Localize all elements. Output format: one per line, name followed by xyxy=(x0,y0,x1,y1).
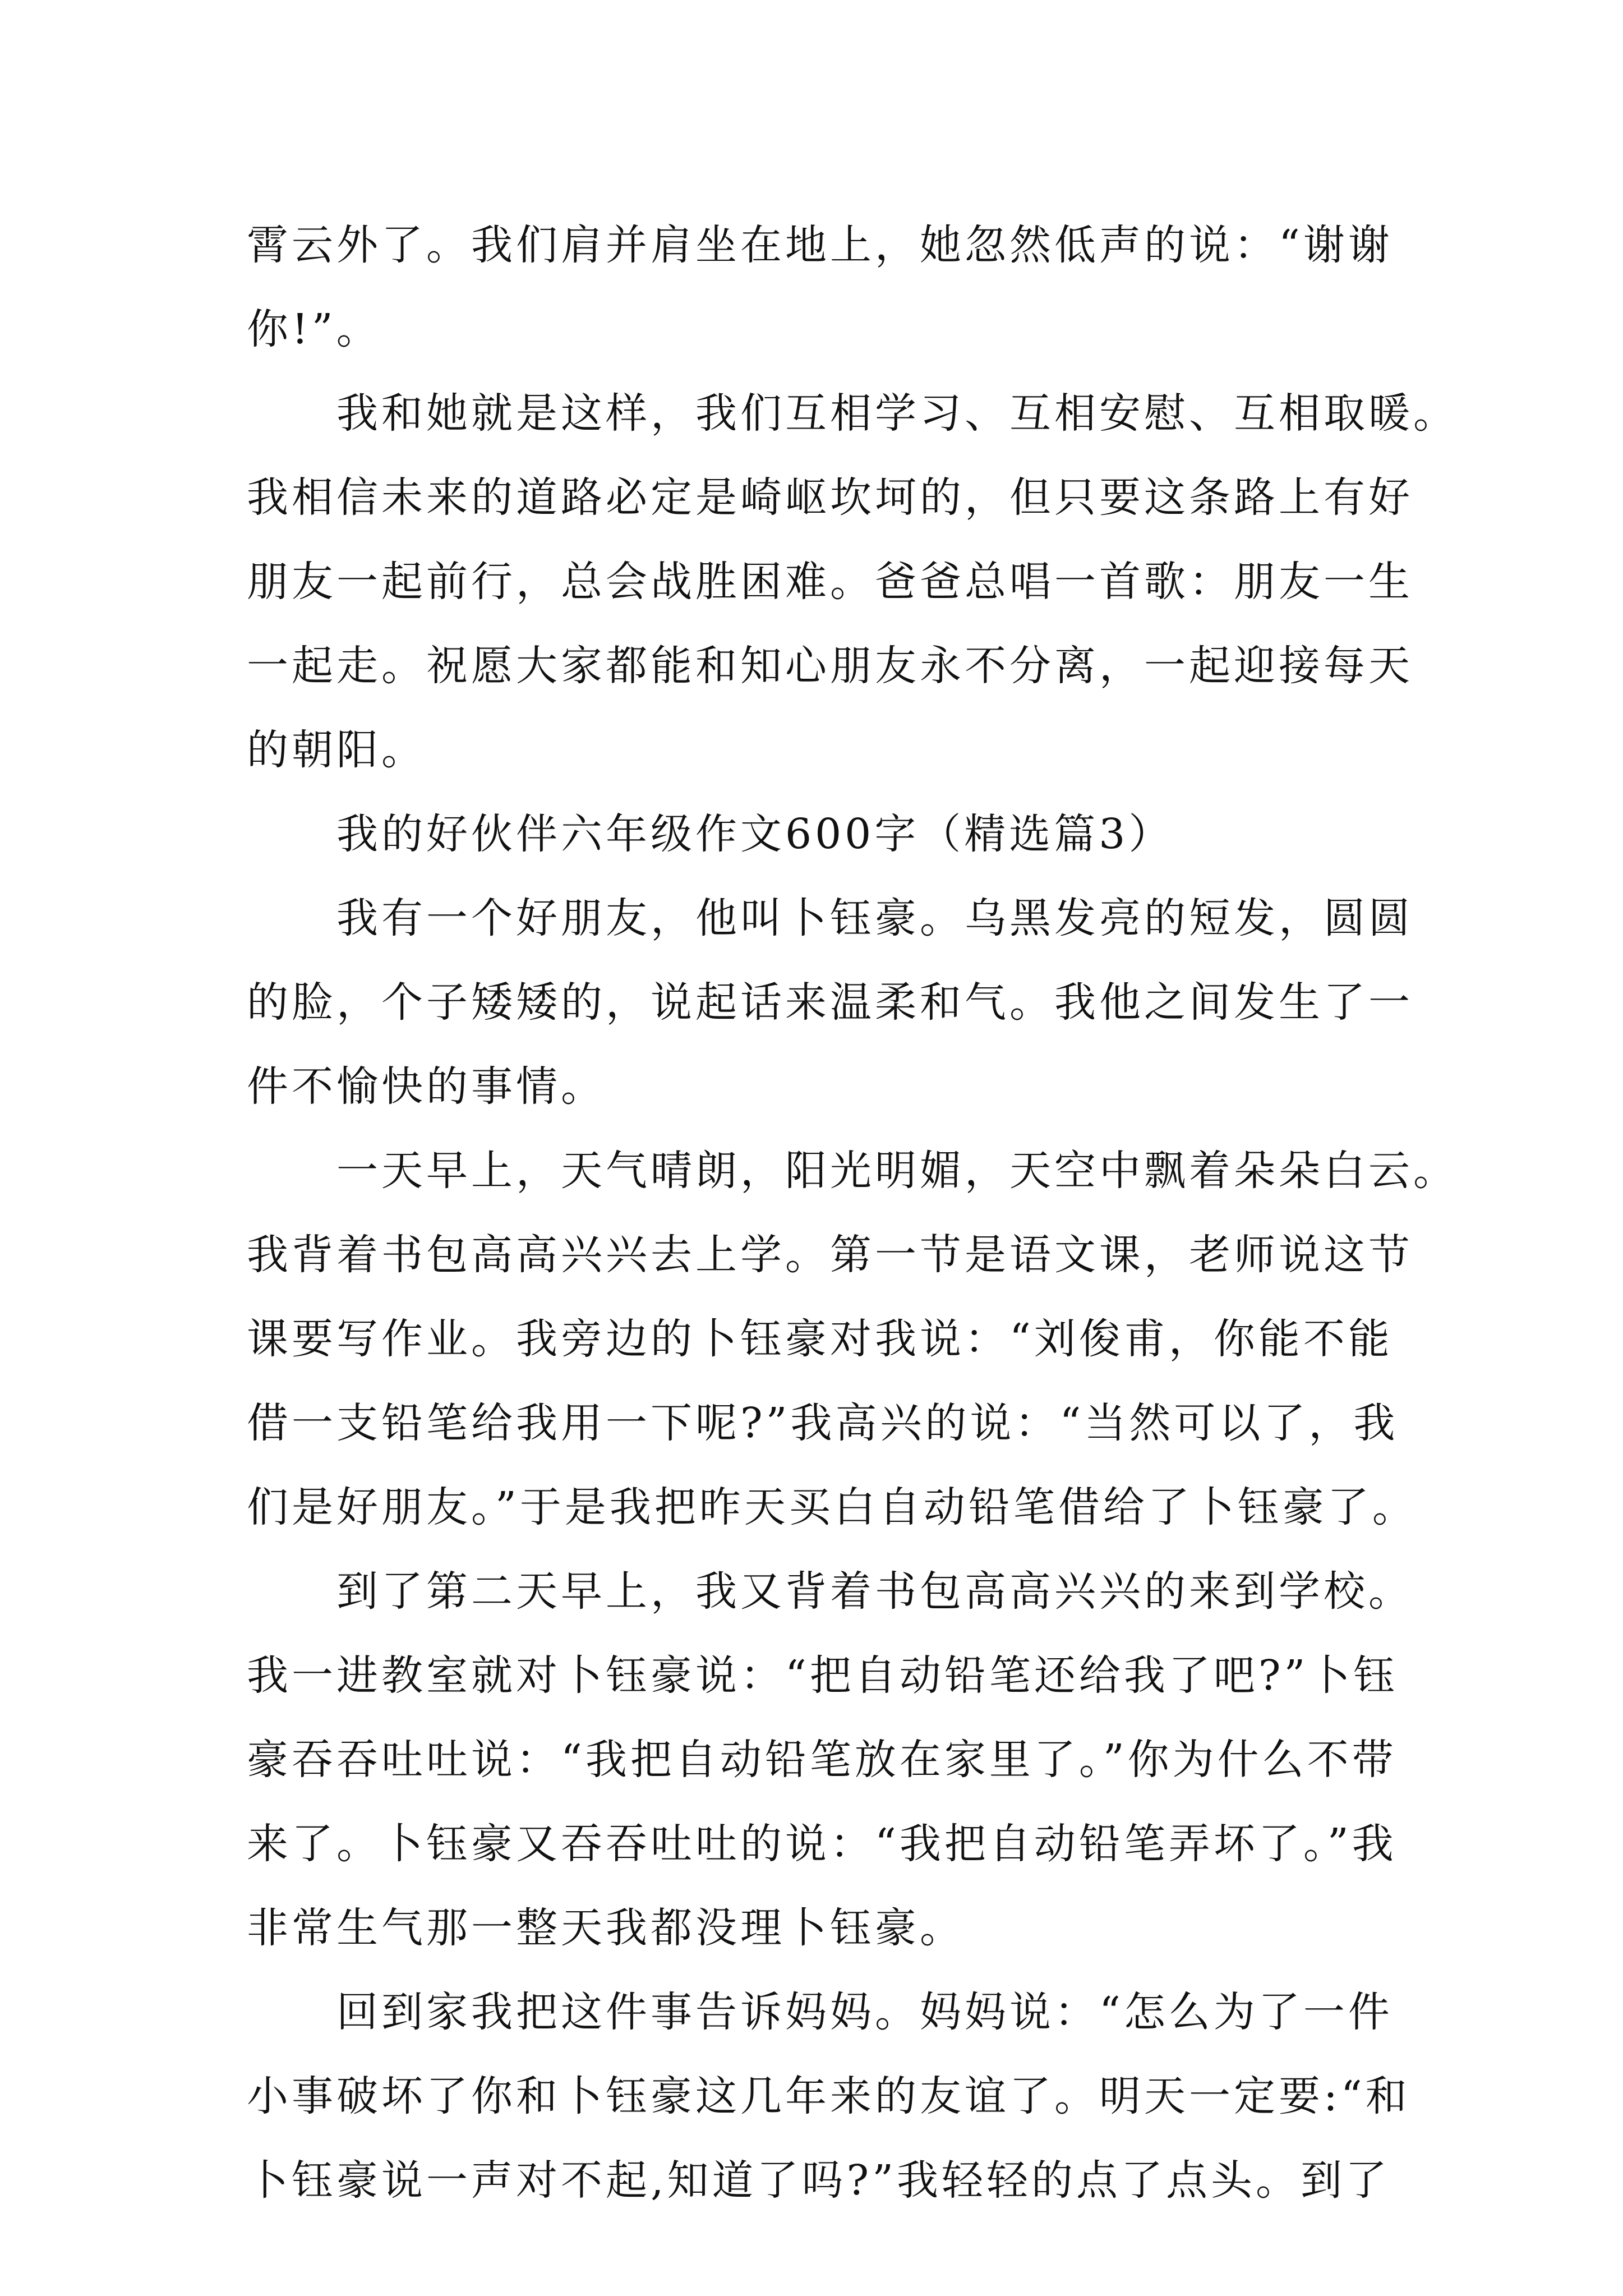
text-line: 我有一个好朋友，他叫卜钰豪。乌黑发亮的短发，圆圆 xyxy=(336,894,1413,942)
text-line: 的朝阳。 xyxy=(247,726,426,774)
text-line: 到了第二天早上，我又背着书包高高兴兴的来到学校。 xyxy=(336,1567,1413,1616)
text-line: 一天早上，天气晴朗，阳光明媚，天空中飘着朵朵白云。 xyxy=(336,1147,1458,1195)
text-line: 我相信未来的道路必定是崎岖坎坷的，但只要这条路上有好 xyxy=(247,473,1413,522)
text-line: 件不愉快的事情。 xyxy=(247,1062,606,1111)
section-heading: 我的好伙伴六年级作文600字（精选篇3） xyxy=(336,810,1174,858)
text-line: 的脸，个子矮矮的，说起话来温柔和气。我他之间发生了一 xyxy=(247,978,1413,1027)
text-line: 课要写作业。我旁边的卜钰豪对我说：“刘俊甫，你能不能 xyxy=(247,1315,1393,1363)
text-line: 我和她就是这样，我们互相学习、互相安慰、互相取暖。 xyxy=(336,389,1458,438)
text-line: 回到家我把这件事告诉妈妈。妈妈说：“怎么为了一件 xyxy=(336,1988,1393,2036)
text-line: 非常生气那一整天我都没理卜钰豪。 xyxy=(247,1904,965,1952)
text-line: 们是好朋友。”于是我把昨天买白自动铅笔借给了卜钰豪了。 xyxy=(247,1483,1417,1531)
text-line: 我一进教室就对卜钰豪说：“把自动铅笔还给我了吧?”卜钰 xyxy=(247,1651,1399,1700)
text-line: 卜钰豪说一声对不起,知道了吗?”我轻轻的点了点头。到了 xyxy=(247,2156,1391,2205)
text-line: 一起走。祝愿大家都能和知心朋友永不分离，一起迎接每天 xyxy=(247,642,1413,690)
text-line: 朋友一起前行，总会战胜困难。爸爸总唱一首歌：朋友一生 xyxy=(247,558,1413,606)
text-line: 你!”。 xyxy=(247,305,381,353)
text-line: 小事破坏了你和卜钰豪这几年来的友谊了。明天一定要:“和 xyxy=(247,2072,1410,2120)
text-line: 豪吞吞吐吐说：“我把自动铅笔放在家里了。”你为什么不带 xyxy=(247,1736,1397,1784)
text-line: 霄云外了。我们肩并肩坐在地上，她忽然低声的说：“谢谢 xyxy=(247,221,1393,269)
text-line: 我背着书包高高兴兴去上学。第一节是语文课，老师说这节 xyxy=(247,1231,1413,1279)
document-body xyxy=(247,203,1458,2223)
text-line: 借一支铅笔给我用一下呢?”我高兴的说：“当然可以了，我 xyxy=(247,1399,1399,1447)
text-line: 来了。卜钰豪又吞吞吐吐的说：“我把自动铅笔弄坏了。”我 xyxy=(247,1820,1397,1868)
